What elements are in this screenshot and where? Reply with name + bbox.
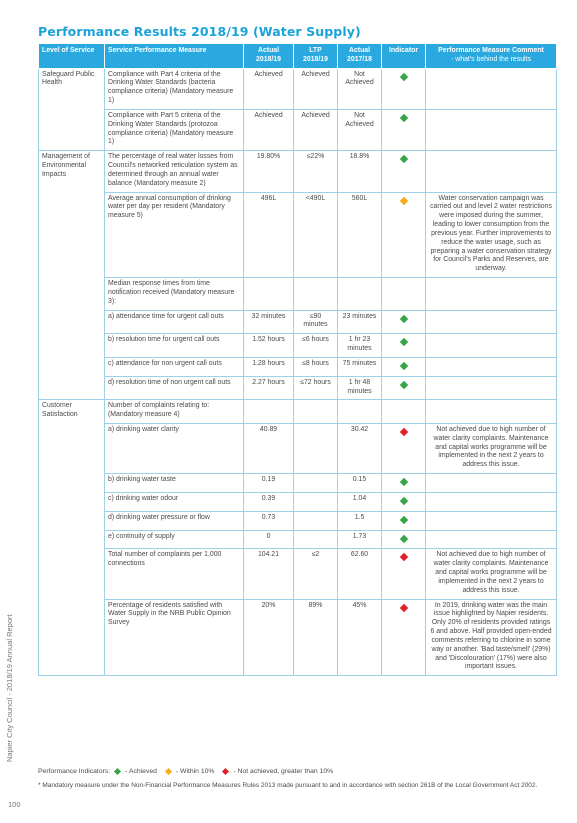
cell-ltp-2018-19 bbox=[294, 310, 338, 334]
cell-measure-text: b) drinking water taste bbox=[108, 476, 176, 484]
cell-actual-2018-19 bbox=[244, 278, 294, 310]
cell-indicator bbox=[382, 599, 426, 676]
page-title: Performance Results 2018/19 (Water Supply) bbox=[38, 24, 361, 39]
cell-indicator bbox=[382, 278, 426, 310]
cell-actual-2018-19-text: 0 bbox=[266, 532, 271, 540]
cell-actual-2018-19 bbox=[244, 357, 294, 376]
cell-actual-2018-19-text: 19.80% bbox=[256, 153, 281, 161]
cell-actual-2017-18 bbox=[338, 474, 382, 493]
cell-actual-2018-19 bbox=[244, 423, 294, 473]
cell-indicator bbox=[382, 310, 426, 334]
cell-measure bbox=[105, 192, 244, 277]
achieved-diamond-icon bbox=[399, 534, 407, 542]
cell-indicator bbox=[382, 376, 426, 400]
cell-actual-2017-18-text: 62.60 bbox=[350, 551, 369, 559]
cell-measure bbox=[105, 511, 244, 530]
cell-indicator bbox=[382, 511, 426, 530]
cell-indicator bbox=[382, 492, 426, 511]
cell-measure bbox=[105, 334, 244, 358]
legend-prefix: Performance Indicators: bbox=[38, 768, 111, 775]
cell-measure-text: Number of complaints relating to: (Mandatory measure 4) bbox=[108, 402, 210, 419]
cell-actual-2018-19-text: 0.39 bbox=[261, 494, 276, 502]
cell-actual-2018-19-text: 20% bbox=[261, 601, 276, 609]
cell-indicator bbox=[382, 530, 426, 549]
cell-actual-2017-18-text: Not Achieved bbox=[345, 111, 374, 128]
cell-ltp-2018-19-text: ≤90 minutes bbox=[303, 312, 328, 329]
cell-ltp-2018-19 bbox=[294, 278, 338, 310]
header-comment-subtitle: - what's behind the results bbox=[451, 55, 531, 63]
cell-comment-text: In 2019, drinking water was the main issue highlighted by Napier residents. Only 20% of residents provided ratings 6 and above. Half provided open-ended comments referring to chlorine in some way or another. 'Bad taste/smell' (29%) and 'Discolouration' (17%) were also important issues. bbox=[430, 601, 552, 671]
cell-ltp-2018-19 bbox=[294, 192, 338, 277]
cell-comment bbox=[426, 423, 557, 473]
cell-ltp-2018-19 bbox=[294, 376, 338, 400]
cell-actual-2017-18-text: Not Achieved bbox=[345, 70, 374, 87]
cell-measure bbox=[105, 474, 244, 493]
cell-level bbox=[39, 151, 105, 192]
cell-actual-2018-19 bbox=[244, 151, 294, 192]
cell-actual-2018-19 bbox=[244, 474, 294, 493]
cell-level bbox=[39, 68, 105, 109]
achieved-diamond-icon bbox=[399, 497, 407, 505]
cell-comment bbox=[426, 334, 557, 358]
cell-indicator bbox=[382, 474, 426, 493]
cell-level bbox=[39, 376, 105, 400]
cell-level bbox=[39, 278, 105, 310]
within-diamond-icon bbox=[165, 768, 172, 775]
legend-achieved: - Achieved bbox=[125, 768, 157, 775]
table-row bbox=[39, 334, 557, 358]
cell-actual-2017-18-text: 1.04 bbox=[352, 494, 367, 502]
achieved-diamond-icon bbox=[399, 380, 407, 388]
header-ltp-2018-19: LTP 2018/19 bbox=[294, 44, 338, 69]
cell-actual-2018-19-text: 496L bbox=[260, 194, 277, 202]
cell-indicator bbox=[382, 334, 426, 358]
cell-actual-2018-19 bbox=[244, 530, 294, 549]
not-achieved-diamond-icon bbox=[222, 768, 229, 775]
header-comment bbox=[426, 44, 557, 69]
not-achieved-diamond-icon bbox=[399, 428, 407, 436]
header-comment-title: Performance Measure Comment bbox=[438, 47, 544, 54]
cell-comment-text: Not achieved due to high number of water clarity complaints. Maintenance and capital works programme will be implemented in the next 2 years to address this issue. bbox=[433, 551, 549, 594]
cell-ltp-2018-19-text: ≤22% bbox=[306, 153, 325, 161]
header-actual-2018-19: Actual 2018/19 bbox=[244, 44, 294, 69]
cell-measure bbox=[105, 151, 244, 192]
cell-indicator bbox=[382, 192, 426, 277]
cell-indicator bbox=[382, 68, 426, 109]
cell-level bbox=[39, 357, 105, 376]
cell-level-text: Customer Satisfaction bbox=[42, 402, 78, 419]
cell-ltp-2018-19 bbox=[294, 109, 338, 150]
cell-measure-text: Compliance with Part 4 criteria of the Drinking Water Standards (bacteria compliance criteria) (Mandatory measure 1) bbox=[108, 70, 234, 105]
achieved-diamond-icon bbox=[399, 314, 407, 322]
header-indicator: Indicator bbox=[382, 44, 426, 69]
cell-actual-2017-18 bbox=[338, 278, 382, 310]
cell-measure bbox=[105, 530, 244, 549]
table-row bbox=[39, 278, 557, 310]
cell-level bbox=[39, 334, 105, 358]
cell-actual-2018-19 bbox=[244, 310, 294, 334]
cell-level bbox=[39, 192, 105, 277]
cell-actual-2018-19 bbox=[244, 599, 294, 676]
cell-ltp-2018-19-text: ≤72 hours bbox=[300, 378, 331, 386]
cell-comment bbox=[426, 474, 557, 493]
cell-actual-2017-18-text: 18.8% bbox=[349, 153, 370, 161]
table-header-row bbox=[39, 44, 557, 69]
cell-ltp-2018-19 bbox=[294, 549, 338, 599]
cell-actual-2017-18 bbox=[338, 376, 382, 400]
side-report-title: Napier City Council - 2018/19 Annual Report bbox=[5, 614, 14, 762]
cell-measure-text: e) continuity of supply bbox=[108, 532, 175, 540]
cell-measure-text: a) drinking water clarity bbox=[108, 425, 179, 433]
cell-indicator bbox=[382, 400, 426, 424]
cell-comment bbox=[426, 376, 557, 400]
cell-ltp-2018-19 bbox=[294, 511, 338, 530]
table-row bbox=[39, 423, 557, 473]
cell-measure bbox=[105, 400, 244, 424]
cell-actual-2018-19-text: 32 minutes bbox=[251, 312, 286, 320]
cell-actual-2018-19 bbox=[244, 511, 294, 530]
cell-comment bbox=[426, 68, 557, 109]
cell-actual-2017-18 bbox=[338, 357, 382, 376]
cell-actual-2017-18 bbox=[338, 549, 382, 599]
table-row bbox=[39, 357, 557, 376]
cell-ltp-2018-19-text: Achieved bbox=[301, 70, 330, 78]
cell-indicator bbox=[382, 151, 426, 192]
cell-actual-2018-19-text: 0.73 bbox=[261, 513, 276, 521]
cell-level bbox=[39, 400, 105, 424]
cell-ltp-2018-19-text: ≤6 hours bbox=[302, 336, 329, 344]
cell-level bbox=[39, 599, 105, 676]
cell-measure-text: d) drinking water pressure or flow bbox=[108, 513, 210, 521]
cell-actual-2017-18 bbox=[338, 423, 382, 473]
header-level: Level of Service bbox=[39, 44, 105, 69]
cell-measure-text: Total number of complaints per 1,000 connections bbox=[108, 551, 222, 568]
achieved-diamond-icon bbox=[399, 114, 407, 122]
cell-measure bbox=[105, 549, 244, 599]
table-row bbox=[39, 310, 557, 334]
cell-actual-2018-19 bbox=[244, 192, 294, 277]
cell-level bbox=[39, 109, 105, 150]
cell-actual-2017-18 bbox=[338, 530, 382, 549]
cell-actual-2018-19-text: 40.89 bbox=[259, 425, 278, 433]
cell-actual-2018-19 bbox=[244, 109, 294, 150]
cell-actual-2018-19-text: 2.27 hours bbox=[252, 378, 285, 386]
table-row bbox=[39, 599, 557, 676]
cell-measure bbox=[105, 423, 244, 473]
cell-level bbox=[39, 492, 105, 511]
legend-not-achieved: - Not achieved, greater than 10% bbox=[233, 768, 334, 775]
cell-comment bbox=[426, 278, 557, 310]
cell-ltp-2018-19 bbox=[294, 492, 338, 511]
cell-actual-2017-18-text: 0.15 bbox=[352, 476, 367, 484]
cell-ltp-2018-19 bbox=[294, 400, 338, 424]
cell-comment bbox=[426, 357, 557, 376]
cell-ltp-2018-19 bbox=[294, 599, 338, 676]
cell-comment-text: Not achieved due to high number of water clarity complaints. Maintenance and capital works programme will be implemented in the next 2 years to address this issue. bbox=[433, 425, 549, 469]
cell-actual-2018-19-text: 1.52 hours bbox=[252, 336, 285, 344]
cell-actual-2017-18-text: 1.5 bbox=[354, 513, 365, 521]
cell-actual-2017-18 bbox=[338, 511, 382, 530]
cell-actual-2017-18 bbox=[338, 151, 382, 192]
cell-ltp-2018-19 bbox=[294, 357, 338, 376]
cell-ltp-2018-19 bbox=[294, 530, 338, 549]
cell-measure-text: c) drinking water odour bbox=[108, 494, 179, 502]
achieved-diamond-icon bbox=[399, 516, 407, 524]
cell-comment bbox=[426, 530, 557, 549]
cell-measure-text: Average annual consumption of drinking water per day per resident (Mandatory measure 5) bbox=[108, 194, 231, 220]
footnote: * Mandatory measure under the Non-Financial Performance Measures Rules 2013 made pursuant to and in accordance with section 261B of the Local Government Act 2002. bbox=[38, 782, 538, 789]
cell-actual-2018-19-text: Achieved bbox=[254, 70, 283, 78]
table-row bbox=[39, 192, 557, 277]
cell-actual-2017-18 bbox=[338, 310, 382, 334]
cell-actual-2018-19 bbox=[244, 492, 294, 511]
cell-actual-2017-18-text: 45% bbox=[352, 601, 367, 609]
cell-actual-2017-18 bbox=[338, 400, 382, 424]
cell-ltp-2018-19-text: Achieved bbox=[301, 111, 330, 119]
achieved-diamond-icon bbox=[399, 478, 407, 486]
not-achieved-diamond-icon bbox=[399, 553, 407, 561]
cell-actual-2017-18-text: 30.42 bbox=[350, 425, 369, 433]
cell-measure bbox=[105, 492, 244, 511]
cell-ltp-2018-19-text: ≤2 bbox=[311, 551, 320, 559]
cell-actual-2018-19-text: 104.21 bbox=[257, 551, 280, 559]
cell-actual-2017-18 bbox=[338, 334, 382, 358]
cell-comment-text: Water conservation campaign was carried out and level 2 water restrictions were imposed during the summer, leading to lower consumption from the previous year. Further improvements to reduce the water usage, such as preparing a water conservation strategy for Council's Parks and Reserves, are underway. bbox=[430, 194, 552, 273]
cell-ltp-2018-19 bbox=[294, 151, 338, 192]
cell-ltp-2018-19-text: <490L bbox=[305, 194, 326, 202]
cell-level bbox=[39, 549, 105, 599]
cell-measure-text: c) attendance for non urgent call outs bbox=[108, 359, 222, 367]
cell-comment bbox=[426, 549, 557, 599]
cell-actual-2018-19 bbox=[244, 549, 294, 599]
cell-level bbox=[39, 474, 105, 493]
cell-ltp-2018-19 bbox=[294, 474, 338, 493]
table-row bbox=[39, 376, 557, 400]
table-row bbox=[39, 109, 557, 150]
cell-indicator bbox=[382, 549, 426, 599]
achieved-diamond-icon bbox=[399, 72, 407, 80]
cell-comment bbox=[426, 492, 557, 511]
cell-comment bbox=[426, 192, 557, 277]
table-row bbox=[39, 549, 557, 599]
cell-level bbox=[39, 511, 105, 530]
cell-actual-2018-19 bbox=[244, 68, 294, 109]
cell-measure bbox=[105, 357, 244, 376]
achieved-diamond-icon bbox=[399, 338, 407, 346]
header-actual-2017-18: Actual 2017/18 bbox=[338, 44, 382, 69]
cell-comment bbox=[426, 400, 557, 424]
page-number: 100 bbox=[8, 800, 21, 809]
table-row bbox=[39, 511, 557, 530]
cell-comment bbox=[426, 151, 557, 192]
cell-measure-text: b) resolution time for urgent call outs bbox=[108, 336, 220, 344]
cell-comment bbox=[426, 310, 557, 334]
indicator-legend bbox=[38, 768, 333, 775]
achieved-diamond-icon bbox=[399, 155, 407, 163]
cell-actual-2017-18-text: 1 hr 23 minutes bbox=[347, 336, 372, 353]
within-diamond-icon bbox=[399, 196, 407, 204]
achieved-diamond-icon bbox=[114, 768, 121, 775]
cell-actual-2017-18-text: 1.73 bbox=[352, 532, 367, 540]
cell-measure-text: The percentage of real water losses from Council's networked reticulation system as determined through an annual water balance (Mandatory measure 2) bbox=[108, 153, 238, 187]
cell-level bbox=[39, 530, 105, 549]
cell-level-text: Safeguard Public Health bbox=[42, 70, 95, 87]
cell-indicator bbox=[382, 357, 426, 376]
cell-actual-2017-18-text: 75 minutes bbox=[342, 359, 377, 367]
cell-actual-2018-19-text: Achieved bbox=[254, 111, 283, 119]
cell-level bbox=[39, 423, 105, 473]
cell-measure-text: Median response times from time notification received (Mandatory measure 3): bbox=[108, 280, 235, 305]
table-row bbox=[39, 151, 557, 192]
cell-actual-2017-18 bbox=[338, 68, 382, 109]
cell-actual-2018-19 bbox=[244, 376, 294, 400]
cell-measure-text: d) resolution time of non urgent call outs bbox=[108, 378, 231, 386]
cell-measure bbox=[105, 278, 244, 310]
cell-comment bbox=[426, 511, 557, 530]
cell-ltp-2018-19 bbox=[294, 68, 338, 109]
cell-actual-2017-18 bbox=[338, 109, 382, 150]
cell-comment bbox=[426, 599, 557, 676]
cell-actual-2018-19-text: 0.19 bbox=[261, 476, 276, 484]
cell-ltp-2018-19 bbox=[294, 334, 338, 358]
cell-indicator bbox=[382, 423, 426, 473]
cell-indicator bbox=[382, 109, 426, 150]
cell-measure-text: a) attendance time for urgent call outs bbox=[108, 312, 224, 320]
cell-actual-2018-19-text: 1.28 hours bbox=[252, 359, 285, 367]
cell-actual-2017-18 bbox=[338, 492, 382, 511]
header-measure: Service Performance Measure bbox=[105, 44, 244, 69]
cell-actual-2018-19 bbox=[244, 334, 294, 358]
cell-ltp-2018-19-text: 89% bbox=[308, 601, 323, 609]
cell-measure bbox=[105, 68, 244, 109]
cell-measure-text: Compliance with Part 5 criteria of the Drinking Water Standards (protozoa compliance criteria) (Mandatory measure 1) bbox=[108, 111, 234, 146]
cell-actual-2017-18-text: 560L bbox=[351, 194, 368, 202]
cell-actual-2017-18-text: 23 minutes bbox=[342, 312, 377, 320]
table-row bbox=[39, 68, 557, 109]
cell-comment bbox=[426, 109, 557, 150]
table-row bbox=[39, 400, 557, 424]
cell-measure bbox=[105, 310, 244, 334]
cell-actual-2017-18 bbox=[338, 599, 382, 676]
cell-ltp-2018-19-text: ≤8 hours bbox=[302, 359, 329, 367]
cell-measure-text: Percentage of residents satisfied with Water Supply in the NRB Public Opinion Survey bbox=[108, 601, 231, 627]
table-row bbox=[39, 492, 557, 511]
cell-level-text: Management of Environmental Impacts bbox=[42, 153, 90, 178]
cell-measure bbox=[105, 376, 244, 400]
not-achieved-diamond-icon bbox=[399, 603, 407, 611]
cell-actual-2017-18-text: 1 hr 48 minutes bbox=[347, 378, 372, 395]
cell-ltp-2018-19 bbox=[294, 423, 338, 473]
table-row bbox=[39, 474, 557, 493]
table-row bbox=[39, 530, 557, 549]
cell-measure bbox=[105, 599, 244, 676]
cell-actual-2018-19 bbox=[244, 400, 294, 424]
performance-table bbox=[38, 43, 557, 676]
cell-level bbox=[39, 310, 105, 334]
achieved-diamond-icon bbox=[399, 362, 407, 370]
cell-actual-2017-18 bbox=[338, 192, 382, 277]
legend-within: - Within 10% bbox=[175, 768, 215, 775]
cell-measure bbox=[105, 109, 244, 150]
